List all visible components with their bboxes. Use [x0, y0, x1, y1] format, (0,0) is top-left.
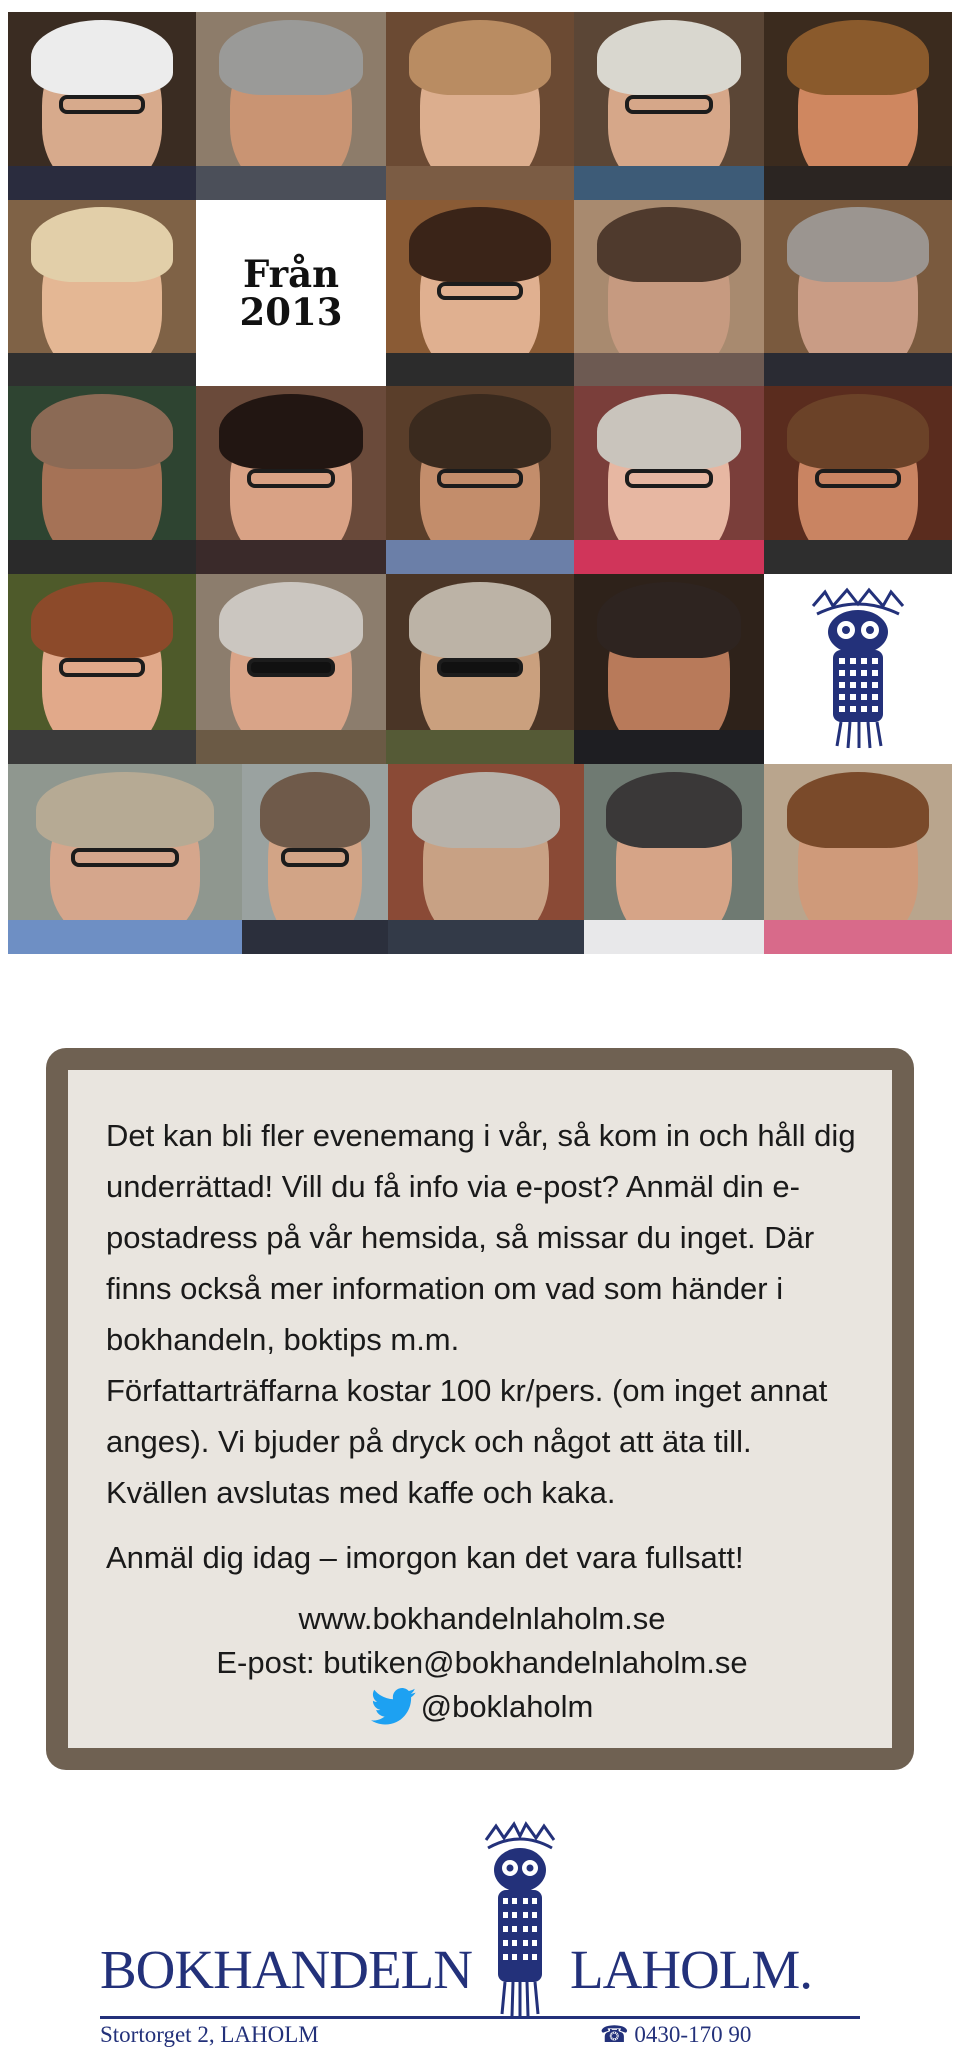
author-photo — [8, 764, 242, 954]
author-photo — [196, 574, 386, 764]
author-photo — [764, 764, 952, 954]
logo-divider — [100, 2016, 860, 2019]
bookstore-logo — [100, 1820, 860, 2050]
store-phone — [600, 2022, 751, 2048]
author-photo — [196, 386, 386, 574]
info-paragraph-events: Det kan bli fler evenemang i vår, så kom in och håll dig underrättad! Vill du få info via e-post? Anmäl din e-postadress på vår hemsida, så missar du inget. Där finns också mer information om vad som händer i bokhandeln, boktips m.m. — [106, 1118, 856, 1357]
author-photo — [386, 386, 574, 574]
telephone-icon: ☎ — [600, 2022, 629, 2047]
info-panel — [68, 1070, 892, 1748]
author-photo — [8, 574, 196, 764]
call-to-action: Anmäl dig idag – imorgon kan det vara fullsatt! — [106, 1540, 744, 1575]
author-photo — [386, 200, 574, 386]
badge-line-1: Från — [242, 252, 339, 296]
store-phone-number: 0430-170 90 — [634, 2022, 752, 2047]
author-photo — [242, 764, 388, 954]
author-photo — [386, 574, 574, 764]
author-photo — [574, 200, 764, 386]
author-photo-grid — [8, 12, 952, 954]
from-2013-badge — [196, 200, 386, 386]
badge-line-2: 2013 — [239, 290, 343, 334]
website-link[interactable]: www.bokhandelnlaholm.se — [298, 1601, 666, 1636]
author-photo — [386, 12, 574, 200]
twitter-handle[interactable] — [106, 1685, 858, 1729]
author-photo — [584, 764, 764, 954]
info-box — [46, 1048, 914, 1770]
author-photo — [574, 386, 764, 574]
author-photo — [764, 386, 952, 574]
author-photo — [764, 12, 952, 200]
author-photo — [196, 12, 386, 200]
contact-block — [106, 1597, 858, 1729]
author-photo — [388, 764, 584, 954]
brand-name-left: BOKHANDELN — [100, 1939, 472, 2000]
author-photo — [8, 200, 196, 386]
store-address: Stortorget 2, LAHOLM — [100, 2022, 319, 2047]
author-photo — [764, 200, 952, 386]
twitter-handle-text: @boklaholm — [420, 1689, 594, 1724]
brand-name-right: LAHOLM. — [570, 1939, 813, 2000]
owl-icon — [803, 584, 913, 754]
owl-icon — [480, 1820, 560, 2020]
author-photo — [574, 12, 764, 200]
author-photo — [574, 574, 764, 764]
twitter-bird-icon — [371, 1688, 417, 1726]
author-photo — [8, 386, 196, 574]
author-photo — [8, 12, 196, 200]
owl-logo-tile — [764, 574, 952, 764]
email-link[interactable]: E-post: butiken@bokhandelnlaholm.se — [216, 1645, 748, 1680]
info-paragraph-pricing: Författarträffarna kostar 100 kr/pers. (om inget annat anges). Vi bjuder på dryck och något att äta till. Kvällen avslutas med kaffe och kaka. — [106, 1373, 828, 1510]
